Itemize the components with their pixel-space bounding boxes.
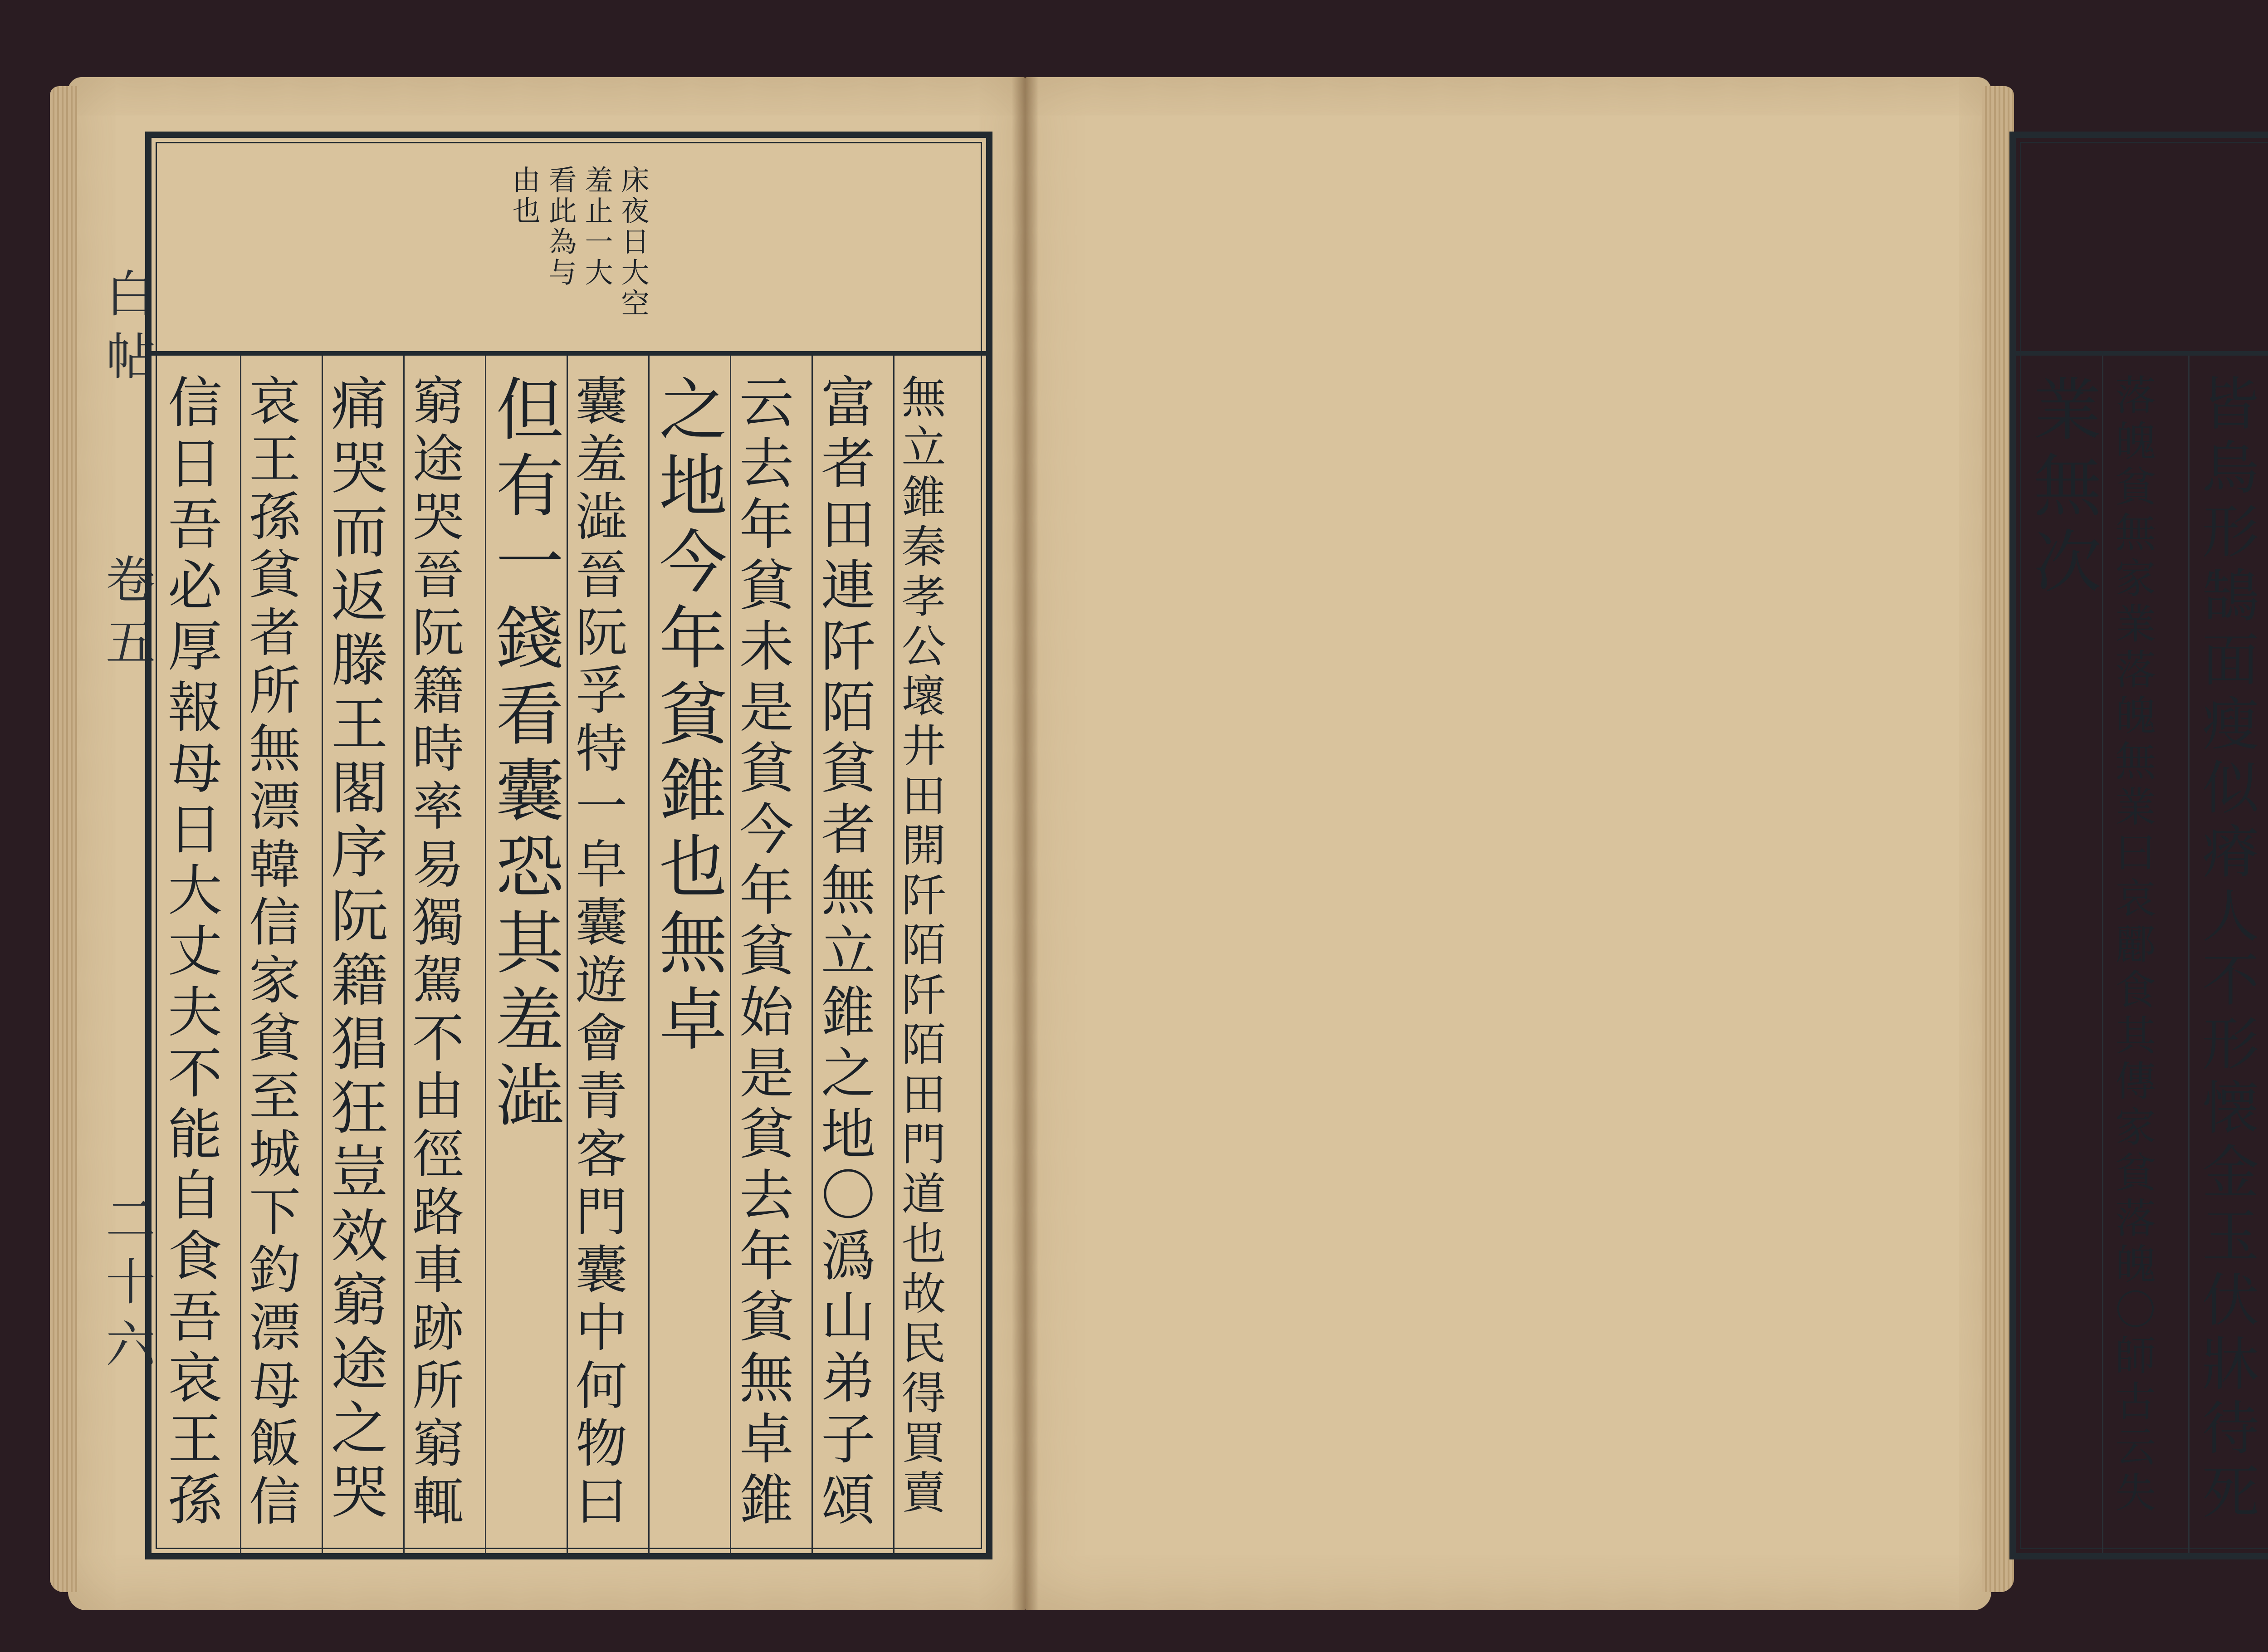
header-note: 看此為与 xyxy=(544,165,577,288)
text-column: 囊羞澁晉阮孚特一皁囊遊會青客門囊中何物曰 xyxy=(567,374,627,1532)
header-note: 床夜日大空 xyxy=(616,165,650,319)
header-rule-right xyxy=(2016,351,2268,356)
book-gutter xyxy=(1012,77,1039,1610)
right-page xyxy=(1025,77,2259,1610)
text-column: 哀王孫貧者所無漂韓信家貧至城下釣漂母飯信 xyxy=(240,374,301,1532)
header-note: 由也 xyxy=(508,165,541,227)
header-rule-left xyxy=(152,351,986,356)
margin-title: 白帖 xyxy=(98,268,156,393)
open-book xyxy=(68,77,2259,1610)
text-column: 無立錐秦孝公壞井田開阡陌阡陌田門道也故民得買賣 xyxy=(894,374,946,1519)
text-column: 皆烏形鵠面瘦似瘠人不形懐金玉伏牀待死 xyxy=(2193,374,2259,1526)
text-column: 窮途哭晉阮籍時率易獨駕不由徑路車跡所窮輒 xyxy=(404,374,464,1532)
margin-volume: 卷五 xyxy=(98,553,156,679)
text-column: 信日吾必厚報母日大丈夫不能自食吾哀王孫 xyxy=(159,374,222,1532)
header-note: 羞止一大 xyxy=(580,165,613,288)
text-column: 富者田連阡陌貧者無立錐之地〇潙山弟子頌 xyxy=(812,374,875,1532)
column-rule xyxy=(2188,356,2190,1553)
left-page xyxy=(68,77,1025,1610)
text-column: 痛哭而返滕王閣序阮籍猖狂豈效窮途之哭 xyxy=(322,374,388,1526)
text-frame-left xyxy=(145,132,992,1559)
text-column: 但有一錢看囊恐其羞澁 xyxy=(484,374,563,1136)
page-edges-left xyxy=(50,86,77,1592)
text-column: 云去年貧未是貧今年貧始是貧去年貧無卓錐 xyxy=(730,374,793,1532)
text-column: 之地今年貧錐也無卓 xyxy=(647,374,726,1060)
text-frame-right xyxy=(2009,132,2268,1559)
text-column: 業無次 xyxy=(2022,374,2101,602)
margin-page-number: 二十六 xyxy=(98,1193,156,1381)
column-rule xyxy=(2102,356,2103,1553)
text-column: 落魄貧無家業落魄無業曰哀酈食其傳家貧落魄〇師古云失 xyxy=(2108,374,2156,1517)
